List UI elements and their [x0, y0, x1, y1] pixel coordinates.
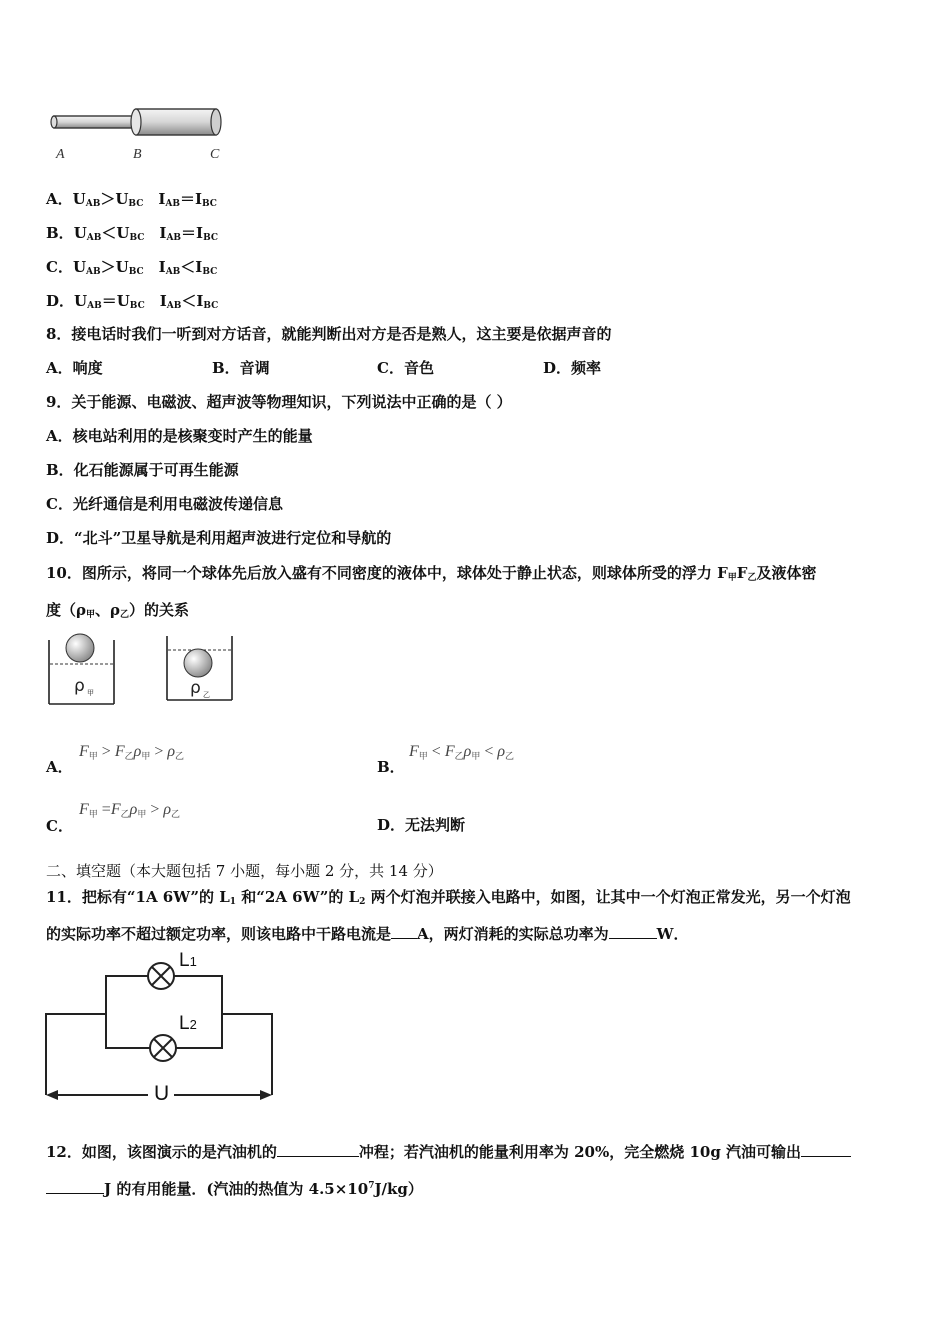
q7-option-c[interactable]: C．$U_{AB}>U_{BC}$ $I_{AB}<I_{BC}$: [46, 258, 218, 277]
thin-wire-segment: [54, 116, 136, 128]
lamp-l1: [148, 963, 174, 989]
wire-label-c: C: [210, 147, 220, 162]
q7-option-a[interactable]: A．$U_{AB}>U_{BC}$ $I_{AB}=I_{BC}$: [46, 190, 217, 209]
q11-line1: 11．把标有“1A 6W”的 $L_1$ 和“2A 6W”的 $L_2$ 两个灯泡并联接入电路中，如图，让其中一个灯泡正常发光，另一个灯泡: [46, 888, 851, 907]
q8-stem: 8．接电话时我们一听到对方话音，就能判断出对方是否是熟人，这主要是依据声音的: [46, 325, 612, 343]
lamp-l2: [150, 1035, 176, 1061]
lamp-l1-label: L1: [179, 950, 197, 971]
q8-option-b[interactable]: B．音调: [212, 359, 270, 377]
thick-wire-segment: [136, 109, 216, 135]
q7-option-d[interactable]: D．$U_{AB}=U_{BC}$ $I_{AB}<I_{BC}$: [46, 292, 219, 311]
q8-option-a[interactable]: A．响度: [46, 359, 103, 377]
beaker-jia-rho: ρ: [74, 676, 85, 696]
source-voltage-label: U: [154, 1082, 170, 1105]
q10-option-a-letter[interactable]: A．: [46, 758, 73, 776]
lamp-l2-label: L2: [179, 1013, 197, 1034]
q9-option-d[interactable]: D．“北斗”卫星导航是利用超声波进行定位和导航的: [46, 529, 392, 547]
q8-option-c[interactable]: C．音色: [377, 359, 434, 377]
q12-line2: J 的有用能量．(汽油的热值为 $4.5\times 10^7J/kg$）: [46, 1178, 423, 1199]
wire-junction-b: [131, 109, 141, 135]
ball-yi: [184, 649, 212, 677]
q10-option-a-formula[interactable]: F甲 > F乙ρ甲 > ρ乙: [79, 743, 185, 761]
section2-heading: 二、填空题（本大题包括 7 小题，每小题 2 分，共 14 分）: [46, 862, 443, 880]
wire-label-b: B: [133, 147, 142, 162]
q9-option-b[interactable]: B．化石能源属于可再生能源: [46, 461, 239, 479]
beaker-yi-rho: ρ: [190, 678, 201, 698]
q10-option-d[interactable]: D．无法判断: [377, 816, 466, 834]
q10-option-b-letter[interactable]: B．: [377, 758, 405, 776]
wire-label-a: A: [56, 147, 65, 162]
q10-stem-line2: 度（$\rho_甲$、$\rho_乙$）的关系: [46, 601, 190, 620]
q9-option-a[interactable]: A．核电站利用的是核聚变时产生的能量: [46, 427, 313, 445]
q12-line1: 12．如图，该图演示的是汽油机的 冲程；若汽油机的能量利用率为 20%，完全燃烧 10g 汽油可输出: [46, 1141, 851, 1162]
q10-option-c-letter[interactable]: C．: [46, 817, 73, 835]
wire-end-a: [51, 116, 57, 128]
beaker-yi-sub: 乙: [203, 691, 210, 699]
ball-jia: [66, 634, 94, 662]
beaker-jia-sub: 甲: [87, 689, 94, 697]
q9-stem: 9．关于能源、电磁波、超声波等物理知识，下列说法中正确的是（ ）: [46, 393, 512, 411]
q10-option-c-formula[interactable]: F甲 =F乙ρ甲 > ρ乙: [79, 801, 181, 819]
q8-option-d[interactable]: D．频率: [543, 359, 602, 377]
wire-end-c: [211, 109, 221, 135]
q7-option-b[interactable]: B．$U_{AB}<U_{BC}$ $I_{AB}=I_{BC}$: [46, 224, 218, 243]
q10-stem-line1: 10．图所示，将同一个球体先后放入盛有不同密度的液体中，球体处于静止状态，则球体所受的浮力 $F_甲F_乙$及液体密: [46, 564, 817, 583]
q11-line2: 的实际功率不超过额定功率，则该电路中干路电流是 A，两灯消耗的实际总功率为 W．: [46, 925, 689, 943]
q10-option-b-formula[interactable]: F甲 < F乙ρ甲 < ρ乙: [409, 743, 515, 761]
beaker-yi: [162, 628, 242, 708]
beaker-jia: [44, 628, 124, 708]
q9-option-c[interactable]: C．光纤通信是利用电磁波传递信息: [46, 495, 283, 513]
